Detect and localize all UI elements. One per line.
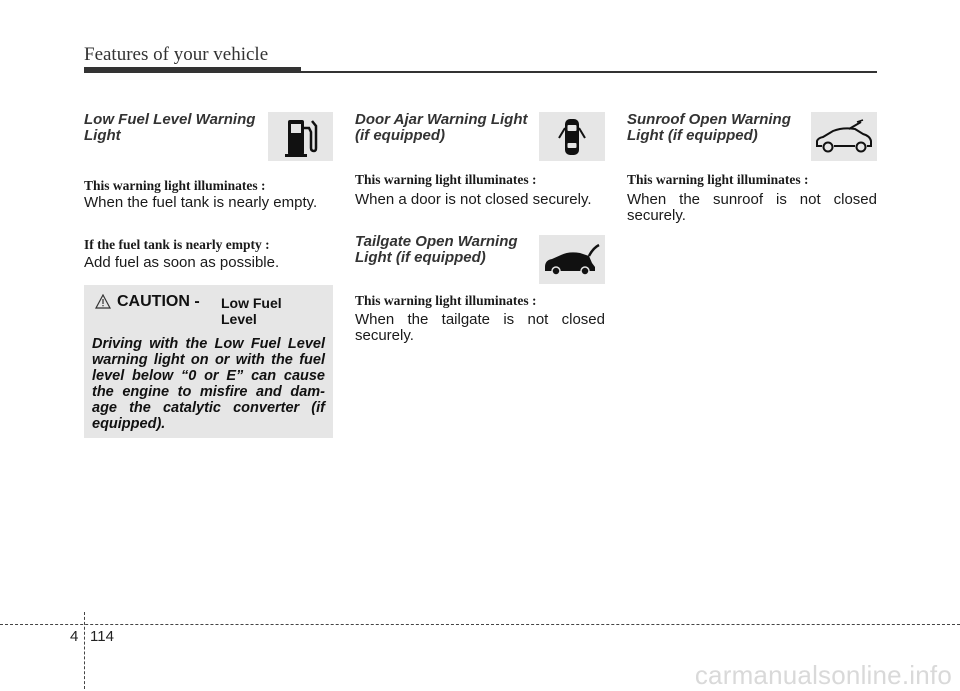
sunroof-text: When the sunroof is not closed securely. [627,191,877,224]
caution-text: Driving with the Low Fuel Level warning light on or with the fuel level below “0 or E” can cause the engine to misfire and dam-age the catalytic converter (if equipped). [92,336,325,432]
footer-dashed-rule [0,624,960,625]
page-number: 114 [90,628,114,645]
tailgate-title: Tailgate Open Warning Light (if equipped) [355,233,518,266]
caution-box [84,285,333,438]
footer-vertical-rule [84,612,85,689]
warning-triangle-icon [95,294,111,309]
sunroof-title: Sunroof Open Warning Light (if equipped) [627,111,791,144]
watermark: carmanualsonline.info [694,660,952,690]
sunroof-label: This warning light illuminates : [627,172,809,187]
header-rule [84,71,877,73]
tailgate-open-icon [539,235,605,284]
sunroof-open-icon [811,112,877,161]
door-ajar-label: This warning light illuminates : [355,172,537,187]
low-fuel-text-2: Add fuel as soon as possible. [84,254,280,271]
caution-subtitle: Low Fuel Level [221,295,282,327]
chapter-number: 4 [70,628,79,645]
door-ajar-car-icon [539,112,605,161]
tailgate-label: This warning light illuminates : [355,293,537,308]
door-ajar-title: Door Ajar Warning Light (if equipped) [355,111,528,144]
tailgate-text: When the tailgate is not closed securely. [355,311,605,344]
fuel-pump-icon [268,112,333,161]
page-header-title: Features of your vehicle [84,44,269,65]
door-ajar-text: When a door is not closed securely. [355,191,592,208]
low-fuel-text-1: When the fuel tank is nearly empty. [84,194,318,211]
low-fuel-title: Low Fuel Level Warning Light [84,111,256,144]
low-fuel-label-1: This warning light illuminates : [84,178,266,193]
low-fuel-label-2: If the fuel tank is nearly empty : [84,237,270,252]
caution-heading: CAUTION - [117,293,200,310]
